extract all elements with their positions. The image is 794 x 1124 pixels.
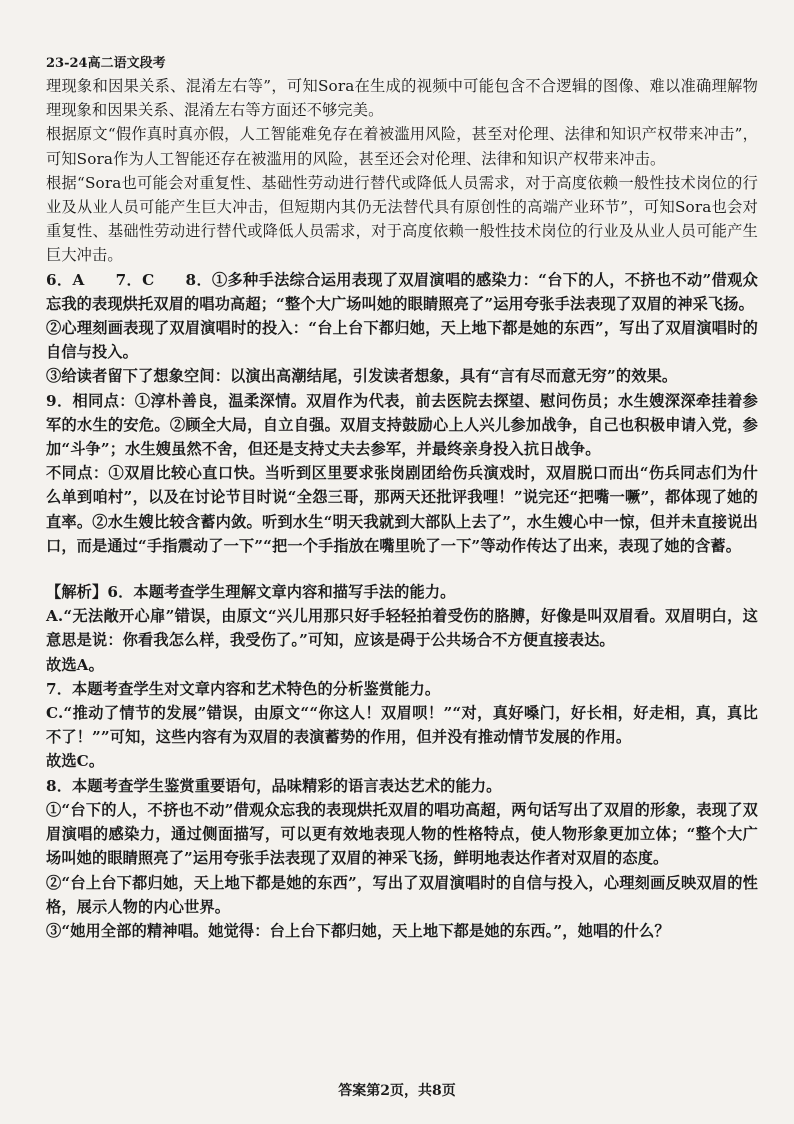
analysis-paragraph: ①“台下的人，不挤也不动”借观众忘我的表现烘托双眉的唱功高超，两句话写出了双眉的形象，表现了双眉演唱的感染力，通过侧面描写，可以更有效地表现人物的性格特点，使人物形象更加立体；“整个大广场叫她的眼睛照亮了”运用夸张手法表现了双眉的神采飞扬，鲜明地表达作者对双眉的态度。 [46,800,758,868]
paragraph: 根据原文“假作真时真亦假，人工智能难免存在着被滥用风险，甚至对伦理、法律和知识产权带来冲击”，可知Sora作为人工智能还存在被滥用的风险，甚至还会对伦理、法律和知识产权带来冲击。 [46,125,758,168]
analysis-choice: 故选C。 [46,752,105,771]
page-header: 23-24高二语文段考 [46,56,166,71]
answer-8-point-2: ②心理刻画表现了双眉演唱时的投入：“台上台下都归她，天上地下都是她的东西”，写出了双眉演唱时的自信与投入。 [46,319,758,362]
analysis-paragraph: ②“台上台下都归她，天上地下都是她的东西”，写出了双眉演唱时的自信与投入，心理刻画反映双眉的性格，展示人物的内心世界。 [46,873,758,916]
paragraph: 根据“Sora也可能会对重复性、基础性劳动进行替代或降低人员需求，对于高度依赖一般性技术岗位的行业及从业人员可能产生巨大冲击，但短期内其仍无法替代具有原创性的高端产业环节”，可知Sora也会对重复性、基础性劳动进行替代或降低人员需求，对于高度依赖一般性技术岗位的行业及从业人员可能产生巨大冲击。 [46,173,758,265]
analysis-paragraph: ③“她用全部的精神唱。她觉得：台上台下都归她，天上地下都是她的东西。”，她唱的什么？ [46,921,670,940]
analysis-paragraph: C.“推动了情节的发展”错误，由原文““你这人！双眉呗！”“对，真好嗓门，好长相，好走相，真，真比不了！””可知，这些内容有为双眉的表演蓄势的作用，但并没有推动情节发展的作用。 [46,704,758,747]
analysis-heading-8: 8．本题考查学生鉴赏重要语句，品味精彩的语言表达艺术的能力。 [46,776,502,795]
page-footer: 答案第2页，共8页 [338,1083,456,1099]
analysis-heading-7: 7．本题考查学生对文章内容和艺术特色的分析鉴赏能力。 [46,679,441,698]
paragraph: 理现象和因果关系、混淆左右等”，可知Sora在生成的视频中可能包含不合逻辑的图像、难以准确理解物理现象和因果关系、混淆左右等方面还不够完美。 [46,77,758,120]
answer-line-6-8: 6．A 7．C 8．①多种手法综合运用表现了双眉演唱的感染力：“台下的人，不挤也不动”借观众忘我的表现烘托双眉的唱功高超；“整个大广场叫她的眼睛照亮了”运用夸张手法表现了双眉的神采飞扬。 [46,270,758,313]
analysis-choice: 故选A。 [46,655,104,674]
answer-9-differences: 不同点：①双眉比较心直口快。当听到区里要求张岗剧团给伤兵演戏时，双眉脱口而出“伤兵同志们为什么单到咱村”，以及在讨论节目时说“全怨三哥，那两天还批评我哩！”说完还“把嘴一噘”，都体现了她的直率。②水生嫂比较含蓄内敛。听到水生“明天我就到大部队上去了”，水生嫂心中一惊，但并未直接说出口，而是通过“手指震动了一下”“把一个手指放在嘴里吮了一下”等动作传达了出来，表现了她的含蓄。 [46,464,758,555]
analysis-paragraph: A.“无法敞开心扉”错误，由原文“兴儿用那只好手轻轻拍着受伤的胳膊，好像是叫双眉看。双眉明白，这意思是说：你看我怎么样，我受伤了。”可知，应该是碍于公共场合不方便直接表达。 [46,607,758,650]
section-gap [46,558,758,580]
analysis-heading-6: 【解析】6．本题考查学生理解文章内容和描写手法的能力。 [46,583,456,602]
answer-9-similarities: 9．相同点：①淳朴善良，温柔深情。双眉作为代表，前去医院去探望、慰问伤员；水生嫂深深牵挂着参军的水生的安危。②顾全大局，自立自强。双眉支持鼓励心上人兴儿参加战争，自己也积极申请入党，参加“斗争”；水生嫂虽然不舍，但还是支持丈夫去参军，并最终亲身投入抗日战争。 [46,391,758,459]
page-content [46,74,758,943]
answer-8-point-3: ③给读者留下了想象空间：以演出高潮结尾，引发读者想象，具有“言有尽而意无穷”的效果。 [46,367,678,386]
